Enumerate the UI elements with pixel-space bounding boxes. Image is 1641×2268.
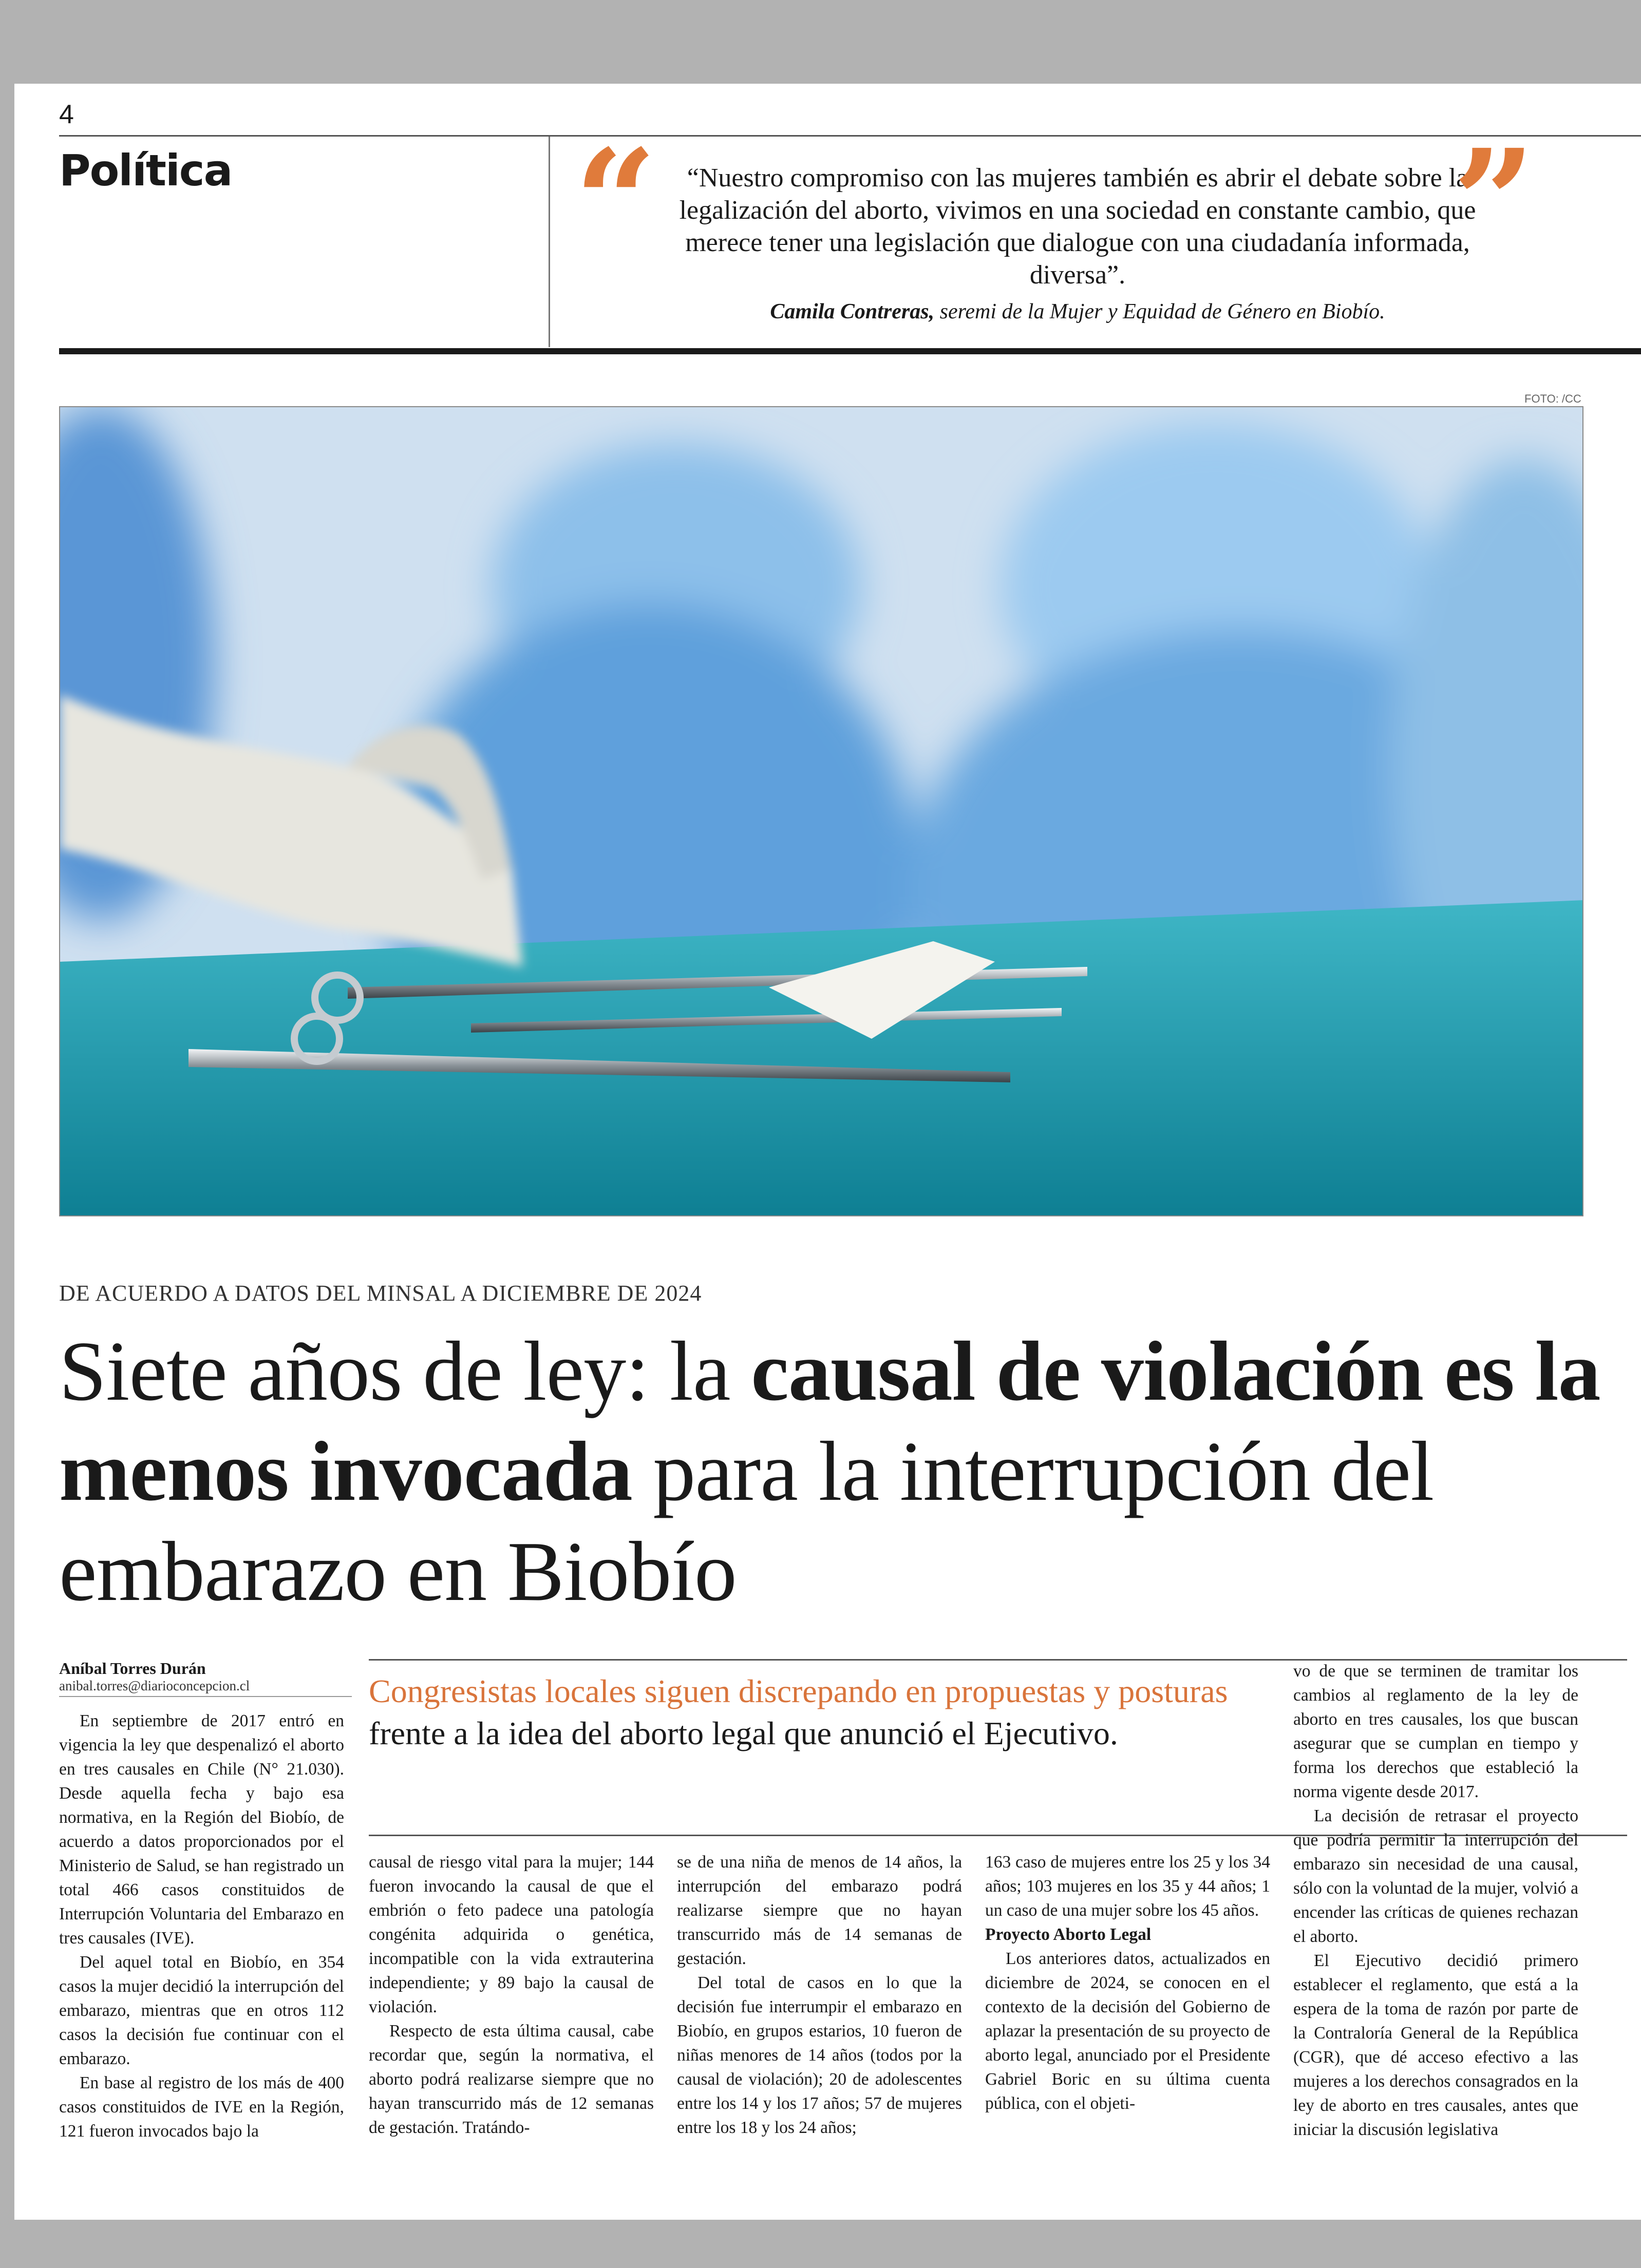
paragraph: En base al registro de los más de 400 casos constituidos de IVE en la Región, 121 fueron invocados bajo la <box>59 2073 344 2141</box>
body-column-4 <box>985 1850 1270 2115</box>
deck-highlight: Congresistas locales siguen discrepando en propuestas y posturas <box>369 1673 1228 1709</box>
quote-author-name: Camila Contreras, <box>770 300 935 323</box>
byline <box>59 1659 347 1694</box>
photo-credit: FOTO: /CC <box>1524 392 1581 405</box>
author-email: anibal.torres@diarioconcepcion.cl <box>59 1678 250 1693</box>
headline-part-2: para la interrupción del embarazo en Biobío <box>59 1424 1434 1618</box>
quote-author-role: seremi de la Mujer y Equidad de Género en Biobío. <box>939 300 1385 323</box>
newspaper-page <box>14 84 1641 2220</box>
article-headline <box>59 1321 1620 1622</box>
headline-part-1: Siete años de ley: la <box>59 1324 751 1418</box>
surgery-photo <box>59 406 1583 1216</box>
paragraph: La decisión de retrasar el proyecto que podría permitir la interrupción del embarazo sin necesidad de una causal, sólo con la voluntad de la mujer, volvió a encender las críticas de quienes rechazan el aborto. <box>1293 1806 1578 1946</box>
close-quote-icon: ” <box>1453 118 1536 287</box>
headline-bold: causal de violación es la menos invocada <box>59 1324 1600 1518</box>
subheading: Proyecto Aborto Legal <box>985 1925 1152 1944</box>
paragraph: El Ejecutivo decidió primero establecer el reglamento, que está a la espera de la toma de razón por parte de la Contraloría General de la República (CGR), que dé acceso efectivo a las mujeres a los derechos consagrados en la ley de aborto en tres causales, antes que iniciar la discusión legislativa <box>1293 1951 1578 2139</box>
body-column-5 <box>1293 1659 1578 2142</box>
open-quote-icon: “ <box>574 118 657 287</box>
header-thick-rule <box>59 348 1641 354</box>
surgery-photo-illustration <box>60 407 1583 1216</box>
paragraph: se de una niña de menos de 14 años, la interrupción del embarazo podrá realizarse siempre que no hayan transcurrido más de 14 semanas de gestación. <box>677 1853 962 1968</box>
paragraph: Los anteriores datos, actualizados en diciembre de 2024, se conocen en el contexto de la decisión del Gobierno de aplazar la presentación de su proyecto de aborto legal, anunciado por el Presidente Gabriel Boric en su última cuenta pública, con el objeti- <box>985 1949 1270 2113</box>
pull-quote-text: “Nuestro compromiso con las mujeres también es abrir el debate sobre la legalización del aborto, vivimos en una sociedad en constante cambio, que merece tener una legislación que dialogue con una ciudadanía informada, diversa”. <box>679 163 1476 290</box>
article-kicker: DE ACUERDO A DATOS DEL MINSAL A DICIEMBRE DE 2024 <box>59 1281 702 1306</box>
paragraph: En septiembre de 2017 entró en vigencia la ley que despenalizó el aborto en tres causales en Chile (N° 21.030). Desde aquella fecha y bajo esa normativa, en la Región del Biobío, de acuerdo a datos proporcionados por el Ministerio de Salud, se han registrado un total 466 casos constituidos de Interrupción Voluntaria del Embarazo en tres causales (IVE). <box>59 1711 344 1948</box>
body-column-3 <box>677 1850 962 2140</box>
body-column-1 <box>59 1709 344 2143</box>
quote-attribution <box>651 299 1504 324</box>
body-column-2 <box>369 1850 654 2140</box>
paragraph: Del total de casos en lo que la decisión fue interrumpir el embarazo en Biobío, en grupos estarios, 10 fueron de niñas menores de 14 años (todos por la causal de violación); 20 de adolescentes entre los 14 y los 17 años; 57 de mujeres entre los 18 y los 24 años; <box>677 1973 962 2137</box>
page-number: 4 <box>59 100 74 129</box>
paragraph: 163 caso de mujeres entre los 25 y los 34 años; 103 mujeres en los 35 y 44 años; 1 un caso de una mujer sobre los 45 años. <box>985 1853 1270 1920</box>
author-name: Aníbal Torres Durán <box>59 1659 206 1678</box>
paragraph: causal de riesgo vital para la mujer; 144 fueron invocando la causal de que el embrión o feto padece una patología congénita adquirida o genética, incompatible con la vida extrauterina independiente; y 89 bajo la causal de violación. <box>369 1853 654 2016</box>
header-divider <box>549 137 550 347</box>
paragraph: Del aquel total en Biobío, en 354 casos la mujer decidió la interrupción del embarazo, mientras que en otros 112 casos la decisión fue continuar con el embarazo. <box>59 1953 344 2068</box>
byline-rule <box>59 1696 352 1697</box>
deck-rest: frente a la idea del aborto legal que anunció el Ejecutivo. <box>369 1715 1118 1751</box>
paragraph: vo de que se terminen de tramitar los cambios al reglamento de la ley de aborto en tres causales, los que buscan asegurar que se cumplan en tiempo y forma los derechos que estableció la norma vigente desde 2017. <box>1293 1662 1578 1801</box>
top-rule <box>59 135 1641 137</box>
section-title: Política <box>59 145 232 196</box>
paragraph: Respecto de esta última causal, cabe recordar que, según la normativa, el aborto podrá realizarse siempre que no hayan transcurrido más de 12 semanas de gestación. Tratándo- <box>369 2022 654 2137</box>
article-deck <box>369 1670 1232 1755</box>
